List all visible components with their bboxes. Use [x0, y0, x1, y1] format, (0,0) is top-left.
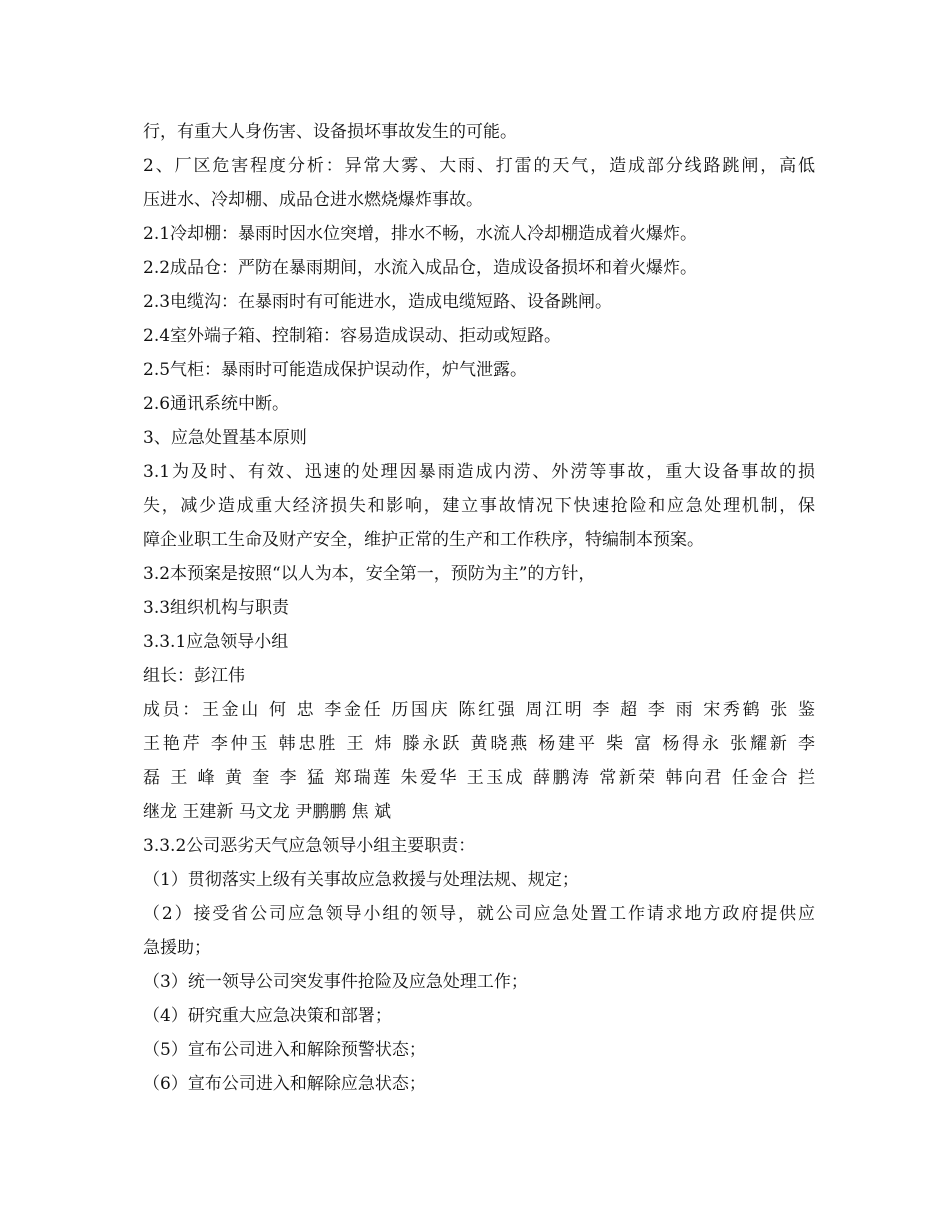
- list-item: （5）宣布公司进入和解除预警状态；: [143, 1040, 426, 1060]
- text-line: 2、厂区危害程度分析：异常大雾、大雨、打雷的天气，造成部分线路跳闸，高低: [143, 156, 815, 176]
- member-list-line: 成员：王金山 何 忠 李金任 历国庆 陈红强 周江明 李 超 李 雨 宋秀鹤 张 鉴: [143, 700, 815, 720]
- text-line: 2.6通讯系统中断。: [143, 394, 290, 414]
- section-heading: 3.3.1应急领导小组: [143, 632, 289, 652]
- member-list-line: 继龙 王建新 马文龙 尹鹏鹏 焦 斌: [143, 802, 392, 822]
- document-body: [143, 115, 815, 1101]
- text-line: 压进水、冷却棚、成品仓进水燃烧爆炸事故。: [143, 190, 483, 210]
- text-line: 3.2本预案是按照“以人为本，安全第一，预防为主”的方针，: [143, 564, 596, 584]
- section-heading: 3、应急处置基本原则: [143, 428, 307, 448]
- list-item: （2）接受省公司应急领导小组的领导，就公司应急处置工作请求地方政府提供应: [143, 904, 815, 924]
- text-line: 障企业职工生命及财产安全，维护正常的生产和工作秩序，特编制本预案。: [143, 530, 704, 550]
- text-line: 2.3电缆沟：在暴雨时有可能进水，造成电缆短路、设备跳闸。: [143, 292, 613, 312]
- text-line: 2.2成品仓：严防在暴雨期间，水流入成品仓，造成设备损坏和着火爆炸。: [143, 258, 698, 278]
- list-item: （1）贯彻落实上级有关事故应急救援与处理法规、规定；: [143, 870, 579, 890]
- list-item: （6）宣布公司进入和解除应急状态；: [143, 1074, 426, 1094]
- member-list-line: 磊 王 峰 黄 奎 李 猛 郑瑞莲 朱爱华 王玉成 薛鹏涛 常新荣 韩向君 任金合 拦: [143, 768, 815, 788]
- text-line: 2.5气柜：暴雨时可能造成保护误动作，炉气泄露。: [143, 360, 528, 380]
- text-line: 2.1冷却棚：暴雨时因水位突增，排水不畅，水流人冷却棚造成着火爆炸。: [143, 224, 698, 244]
- text-line: 3.1为及时、有效、迅速的处理因暴雨造成内涝、外涝等事故，重大设备事故的损: [143, 462, 815, 482]
- section-heading: 3.3组织机构与职责: [143, 598, 290, 618]
- list-item: （3）统一领导公司突发事件抢险及应急处理工作；: [143, 972, 528, 992]
- group-leader: 组长：彭江伟: [143, 666, 245, 686]
- text-line: 2.4室外端子箱、控制箱：容易造成误动、拒动或短路。: [143, 326, 562, 346]
- list-item: （4）研究重大应急决策和部署；: [143, 1006, 392, 1026]
- section-heading: 3.3.2公司恶劣天气应急领导小组主要职责：: [143, 836, 476, 856]
- list-item: 急援助；: [143, 938, 211, 958]
- text-line: 行，有重大人身伤害、设备损坏事故发生的可能。: [143, 122, 517, 142]
- text-line: 失，减少造成重大经济损失和影响，建立事故情况下快速抢险和应急处理机制，保: [143, 496, 815, 516]
- member-list-line: 王艳芹 李仲玉 韩忠胜 王 炜 滕永跃 黄晓燕 杨建平 柴 富 杨得永 张耀新 李: [143, 734, 815, 754]
